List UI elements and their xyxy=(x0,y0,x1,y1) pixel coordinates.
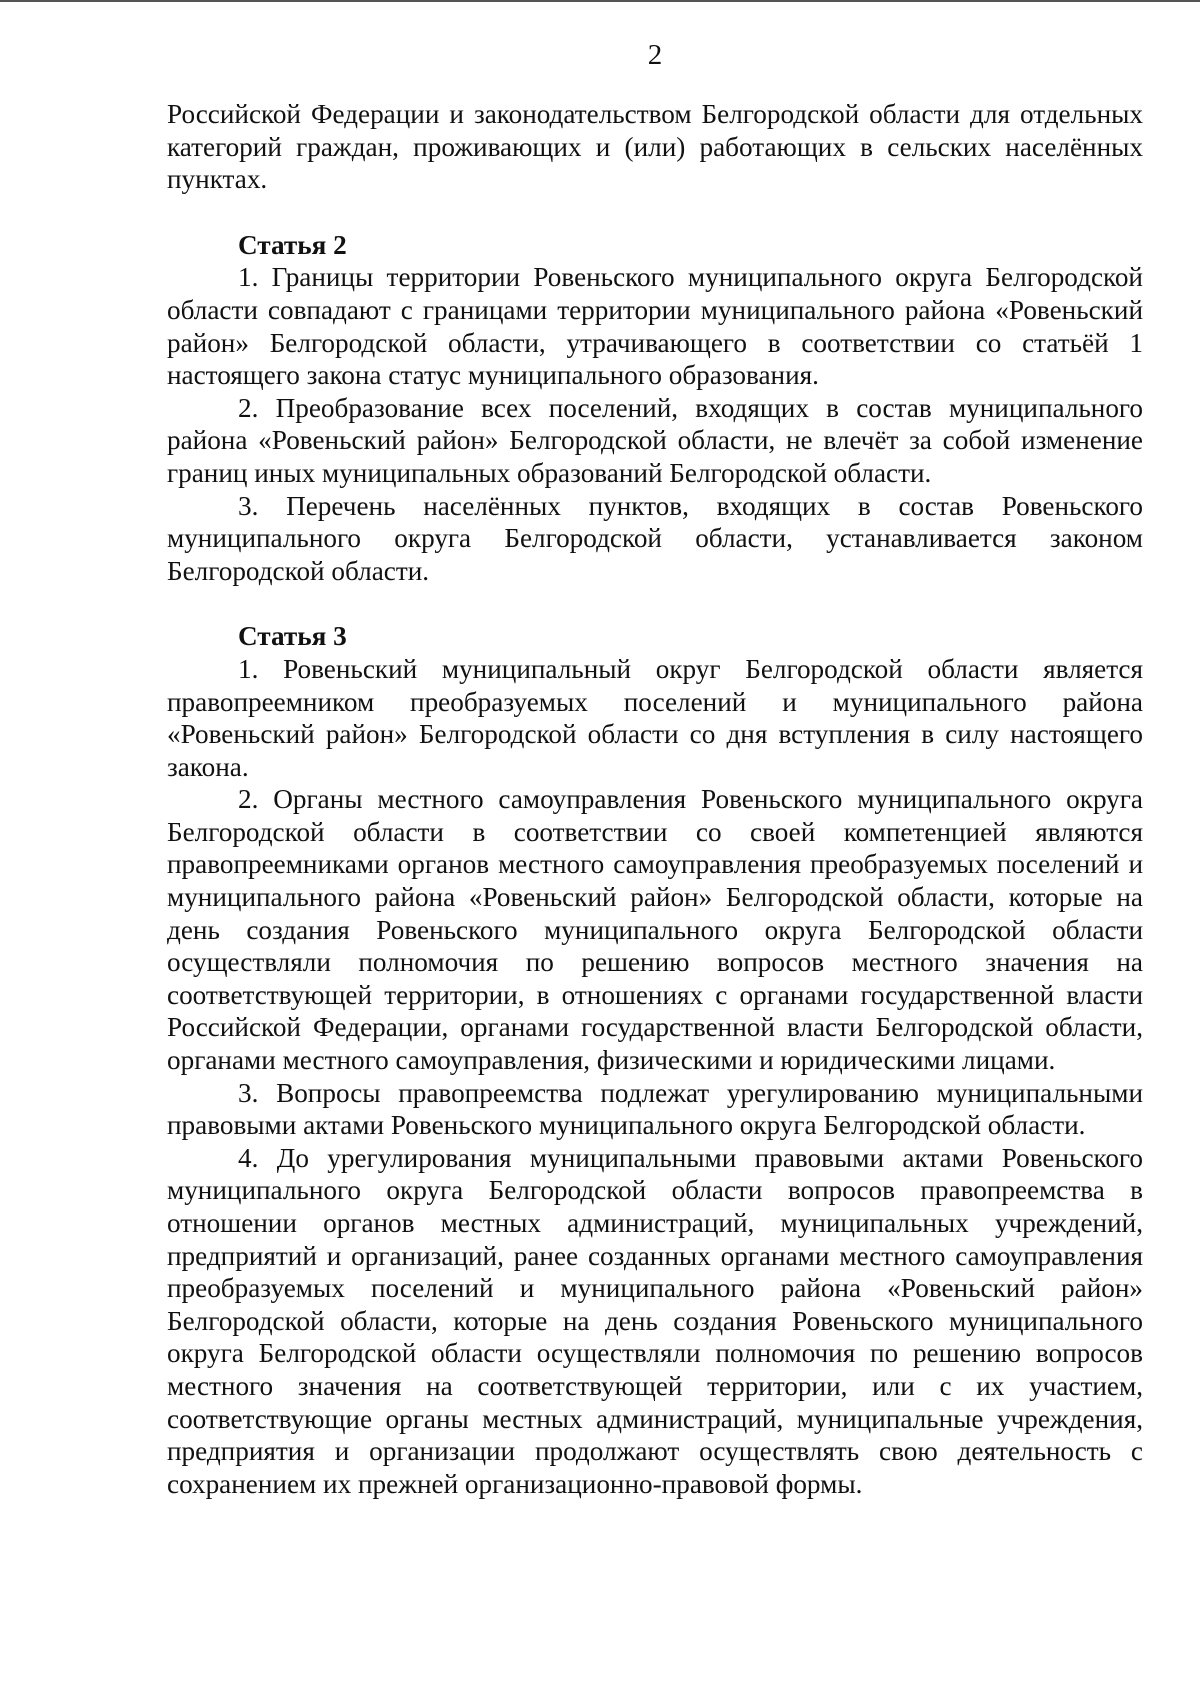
article-2-paragraph-1: 1. Границы территории Ровеньского муниципального округа Белгородской области совпадают с границами территории муниципального района «Ровеньский район» Белгородской области, утрачивающего в соответствии со статьёй 1 настоящего закона статус муниципального образования. xyxy=(167,262,1143,391)
article-heading: Статья 2 xyxy=(238,229,347,260)
page-number: 2 xyxy=(647,39,663,71)
article-3-paragraph-4: 4. До урегулирования муниципальными правовыми актами Ровеньского муниципального округа Белгородской области вопросов правопреемства в отношении органов местных администраций, муниципальных учреждений, предприятий и организаций, ранее созданных органами местного самоуправления преобразуемых поселений и муниципального района «Ровеньский район» Белгородской области, которые на день создания Ровеньского муниципального округа Белгородской области осуществляли полномочия по решению вопросов местного значения на соответствующей территории, или с их участием, соответствующие органы местных администраций, муниципальные учреждения, предприятия и организации продолжают осуществлять свою деятельность с сохранением их прежней организационно-правовой формы. xyxy=(167,1142,1143,1499)
article-2-paragraph-2: 2. Преобразование всех поселений, входящих в состав муниципального района «Ровеньский район» Белгородской области, не влечёт за собой изменение границ иных муниципальных образований Белгородской области. xyxy=(167,392,1143,488)
intro-paragraph: Российской Федерации и законодательством Белгородской области для отдельных категорий граждан, проживающих и (или) работающих в сельских населённых пунктах. xyxy=(167,99,1143,195)
article-2 xyxy=(167,229,1143,588)
article-3 xyxy=(167,620,1143,1500)
article-heading: Статья 3 xyxy=(238,621,347,652)
article-3-paragraph-1: 1. Ровеньский муниципальный округ Белгородской области является правопреемником преобразуемых поселений и муниципального района «Ровеньский район» Белгородской области со дня вступления в силу настоящего закона. xyxy=(167,653,1143,782)
top-border-line xyxy=(0,0,1200,2)
section-spacer xyxy=(167,196,1143,229)
section-spacer xyxy=(167,587,1143,620)
article-3-paragraph-2: 2. Органы местного самоуправления Ровеньского муниципального округа Белгородской области в соответствии со своей компетенцией являются правопреемниками органов местного самоуправления преобразуемых поселений и муниципального района «Ровеньский район» Белгородской области, которые на день создания Ровеньского муниципального округа Белгородской области осуществляли полномочия по решению вопросов местного значения на соответствующей территории, в отношениях с органами государственной власти Российской Федерации, органами государственной власти Белгородской области, органами местного самоуправления, физическими и юридическими лицами. xyxy=(167,784,1143,1076)
article-3-paragraph-3: 3. Вопросы правопреемства подлежат урегулированию муниципальными правовыми актами Ровеньского муниципального округа Белгородской области. xyxy=(167,1077,1143,1141)
article-2-paragraph-3: 3. Перечень населённых пунктов, входящих в состав Ровеньского муниципального округа Белгородской области, устанавливается законом Белгородской области. xyxy=(167,490,1143,586)
document-body xyxy=(167,98,1143,1500)
